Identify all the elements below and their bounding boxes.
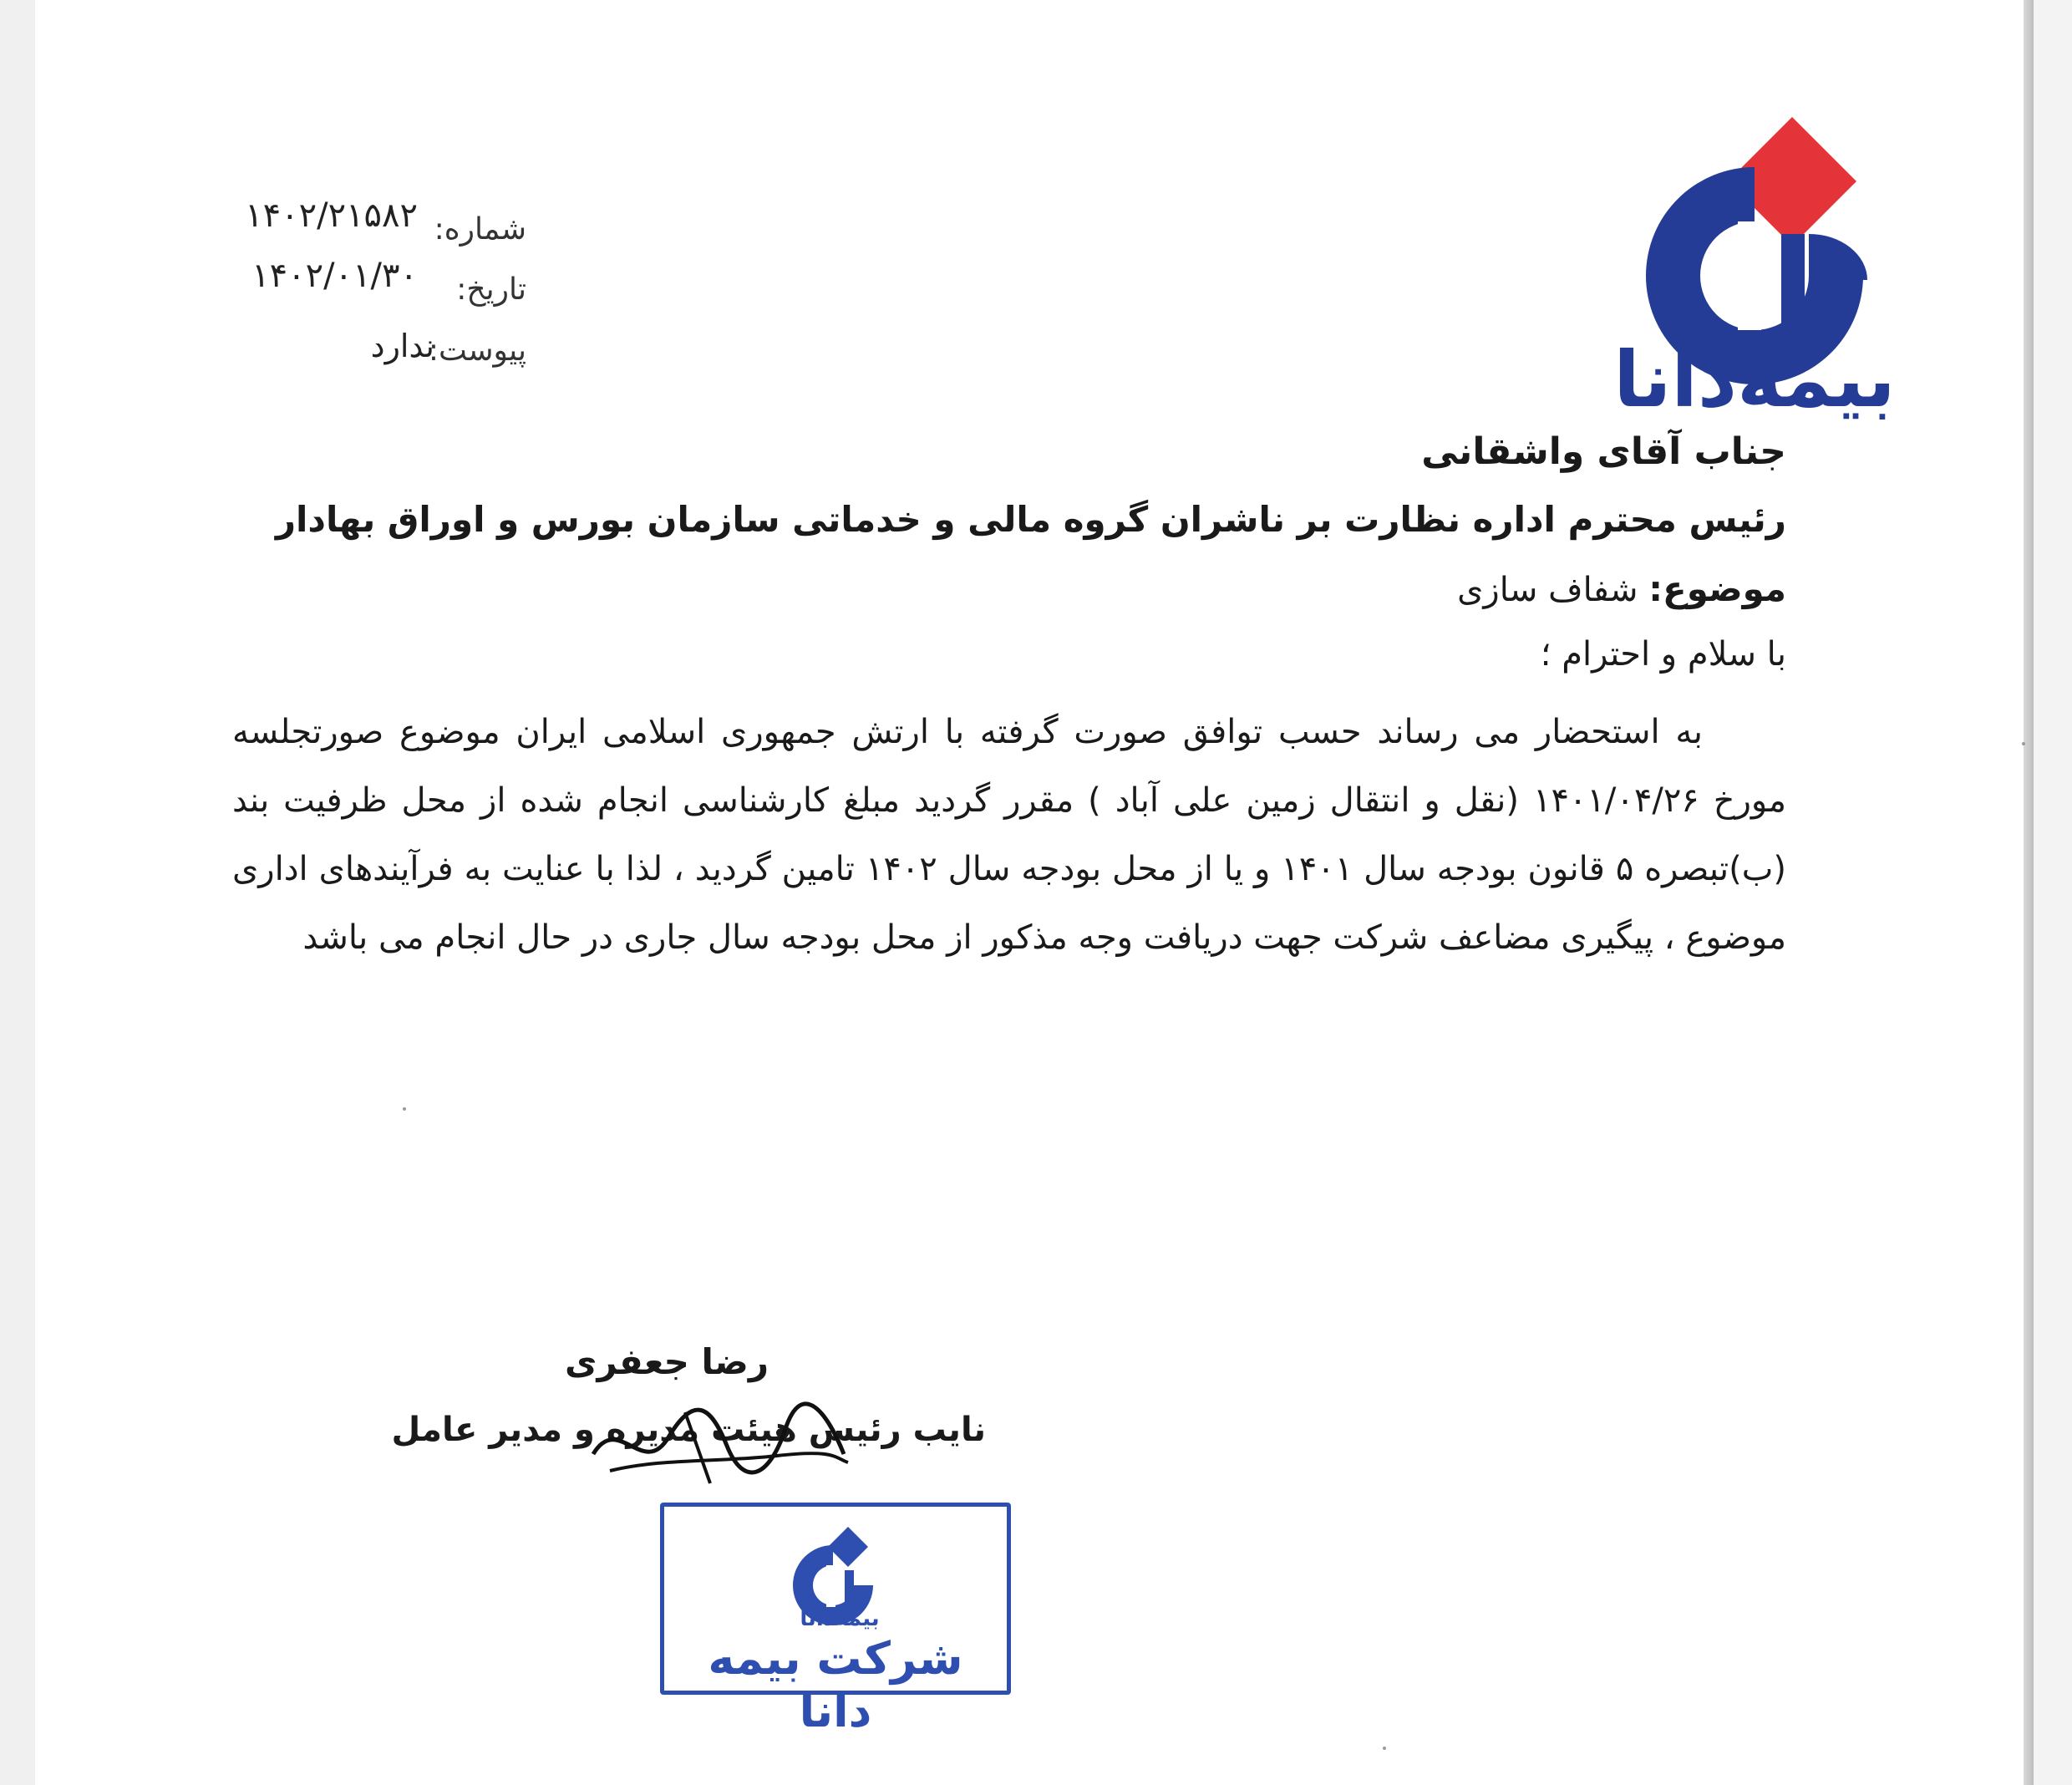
recipient-position: رئیس محترم اداره نظارت بر ناشران گروه مالی و خدماتی سازمان بورس و اوراق بهادار: [275, 499, 1786, 540]
company-stamp: [660, 1503, 1011, 1737]
attachment-label: پیوست:: [428, 333, 526, 368]
logo-text: بیمه‌دانا: [1613, 335, 1896, 425]
scan-right-edge: [2024, 0, 2034, 1785]
meta-attachment-row: [209, 318, 543, 368]
meta-date-row: [209, 257, 543, 307]
scan-speck: [1383, 1747, 1386, 1750]
stamp-logo-text: بیمه‌دانا: [800, 1606, 880, 1630]
handwritten-signature-icon: [585, 1379, 852, 1496]
subject-label: موضوع:: [1648, 568, 1786, 609]
meta-number-row: [209, 196, 543, 247]
date-label: تاریخ:: [456, 272, 526, 307]
recipient: جناب آقای واشقانی: [1421, 430, 1786, 473]
letter-body: [232, 698, 1786, 972]
scan-left-margin: [0, 0, 35, 1785]
stamp-text: شرکت بیمه دانا: [708, 1632, 963, 1737]
number-label: شماره:: [434, 212, 526, 247]
greeting: با سلام و احترام ؛: [1540, 635, 1786, 674]
stamp-logo-icon: [774, 1522, 900, 1630]
body-paragraph: به استحضار می رساند حسب توافق صورت گرفته با ارتش جمهوری اسلامی ایران موضوع صورتجلسه مورخ ۱۴۰۱/۰۴/۲۶ (نقل و انتقال زمین علی آباد ) مقرر گردید مبلغ کارشناسی انجام شده از محل ظرفیت بند (ب)تبصره ۵ قانون بودجه سال ۱۴۰۱ و یا از محل بودجه سال ۱۴۰۲ تامین گردید ، لذا با عنایت به فرآیندهای اداری موضوع ، پیگیری مضاعف شرکت جهت دریافت وجه مذکور از محل بودجه سال جاری در حال انجام می باشد: [232, 713, 1786, 957]
date-value: ۱۴۰۲/۰۱/۳۰: [251, 257, 418, 295]
signer-name: رضا جعفری: [565, 1341, 769, 1382]
number-value: ۱۴۰۲/۲۱۵۸۲: [245, 196, 418, 235]
scan-speck: [403, 1107, 406, 1111]
scan-speck: [2022, 742, 2025, 745]
signer-title: نایب رئیس هیئت مدیره و مدیر عامل: [391, 1411, 986, 1449]
subject-line: [1457, 568, 1786, 609]
bimeh-dana-logo-icon: [1587, 109, 1922, 426]
subject-value: شفاف سازی: [1457, 571, 1638, 609]
attachment-value: ندارد: [370, 328, 434, 364]
letter-meta: [209, 196, 543, 389]
